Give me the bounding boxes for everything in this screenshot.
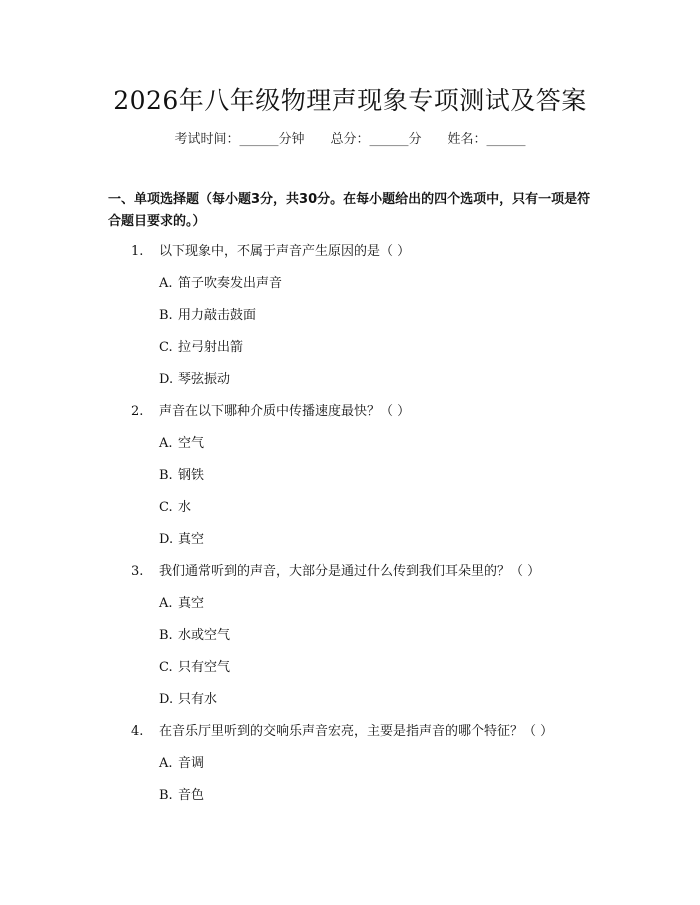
option-text: 空气: [178, 436, 205, 451]
option-a: [0, 592, 700, 624]
option-text: 音调: [178, 756, 205, 771]
page-title: 2026年八年级物理声现象专项测试及答案: [113, 86, 587, 115]
question-text: 声音在以下哪种介质中传播速度最快？（ ）: [159, 404, 411, 419]
student-name-field: 姓名：______: [447, 132, 526, 147]
option-letter: A.: [159, 276, 173, 291]
option-letter: D.: [159, 692, 174, 707]
question-number: 3.: [131, 564, 144, 579]
option-text: 只有水: [178, 692, 218, 707]
question-4: [0, 720, 700, 816]
option-letter: B.: [159, 788, 173, 803]
option-c: [0, 656, 700, 688]
total-score-field: 总分：______分: [330, 132, 422, 147]
option-text: 音色: [178, 788, 205, 803]
option-letter: C.: [159, 340, 173, 355]
option-letter: A.: [159, 436, 173, 451]
question-stem: [0, 400, 700, 432]
option-text: 水或空气: [178, 628, 231, 643]
option-text: 真空: [178, 596, 205, 611]
section-heading-single-choice: 一、单项选择题（每小题3分，共30分。在每小题给出的四个选项中，只有一项是符合题目要求的。）: [108, 192, 591, 229]
option-b: [0, 304, 700, 336]
option-b: [0, 624, 700, 656]
question-1: [0, 240, 700, 400]
option-d: [0, 368, 700, 400]
option-b: [0, 784, 700, 816]
exam-meta: [0, 130, 700, 150]
question-stem: [0, 560, 700, 592]
option-text: 只有空气: [178, 660, 231, 675]
question-text: 以下现象中，不属于声音产生原因的是（ ）: [159, 244, 411, 259]
option-text: 水: [178, 500, 192, 515]
option-letter: D.: [159, 372, 174, 387]
option-b: [0, 464, 700, 496]
question-number: 1.: [131, 244, 144, 259]
option-letter: C.: [159, 660, 173, 675]
option-a: [0, 432, 700, 464]
option-letter: A.: [159, 596, 173, 611]
option-letter: A.: [159, 756, 173, 771]
question-stem: [0, 720, 700, 752]
option-a: [0, 752, 700, 784]
question-2: [0, 400, 700, 560]
option-letter: B.: [159, 308, 173, 323]
option-letter: B.: [159, 468, 173, 483]
question-3: [0, 560, 700, 720]
question-stem: [0, 240, 700, 272]
option-a: [0, 272, 700, 304]
exam-time-field: 考试时间：______分钟: [174, 132, 305, 147]
option-d: [0, 688, 700, 720]
question-number: 2.: [131, 404, 144, 419]
option-c: [0, 496, 700, 528]
option-text: 真空: [178, 532, 205, 547]
option-d: [0, 528, 700, 560]
option-text: 琴弦振动: [178, 372, 231, 387]
option-letter: B.: [159, 628, 173, 643]
option-text: 用力敲击鼓面: [178, 308, 257, 323]
option-text: 钢铁: [178, 468, 205, 483]
question-text: 在音乐厅里听到的交响乐声音宏亮，主要是指声音的哪个特征？（ ）: [159, 724, 554, 739]
option-text: 拉弓射出箭: [178, 340, 244, 355]
question-number: 4.: [131, 724, 144, 739]
option-letter: D.: [159, 532, 174, 547]
question-list: [0, 240, 700, 816]
option-letter: C.: [159, 500, 173, 515]
option-c: [0, 336, 700, 368]
question-text: 我们通常听到的声音，大部分是通过什么传到我们耳朵里的？（ ）: [159, 564, 541, 579]
option-text: 笛子吹奏发出声音: [178, 276, 283, 291]
